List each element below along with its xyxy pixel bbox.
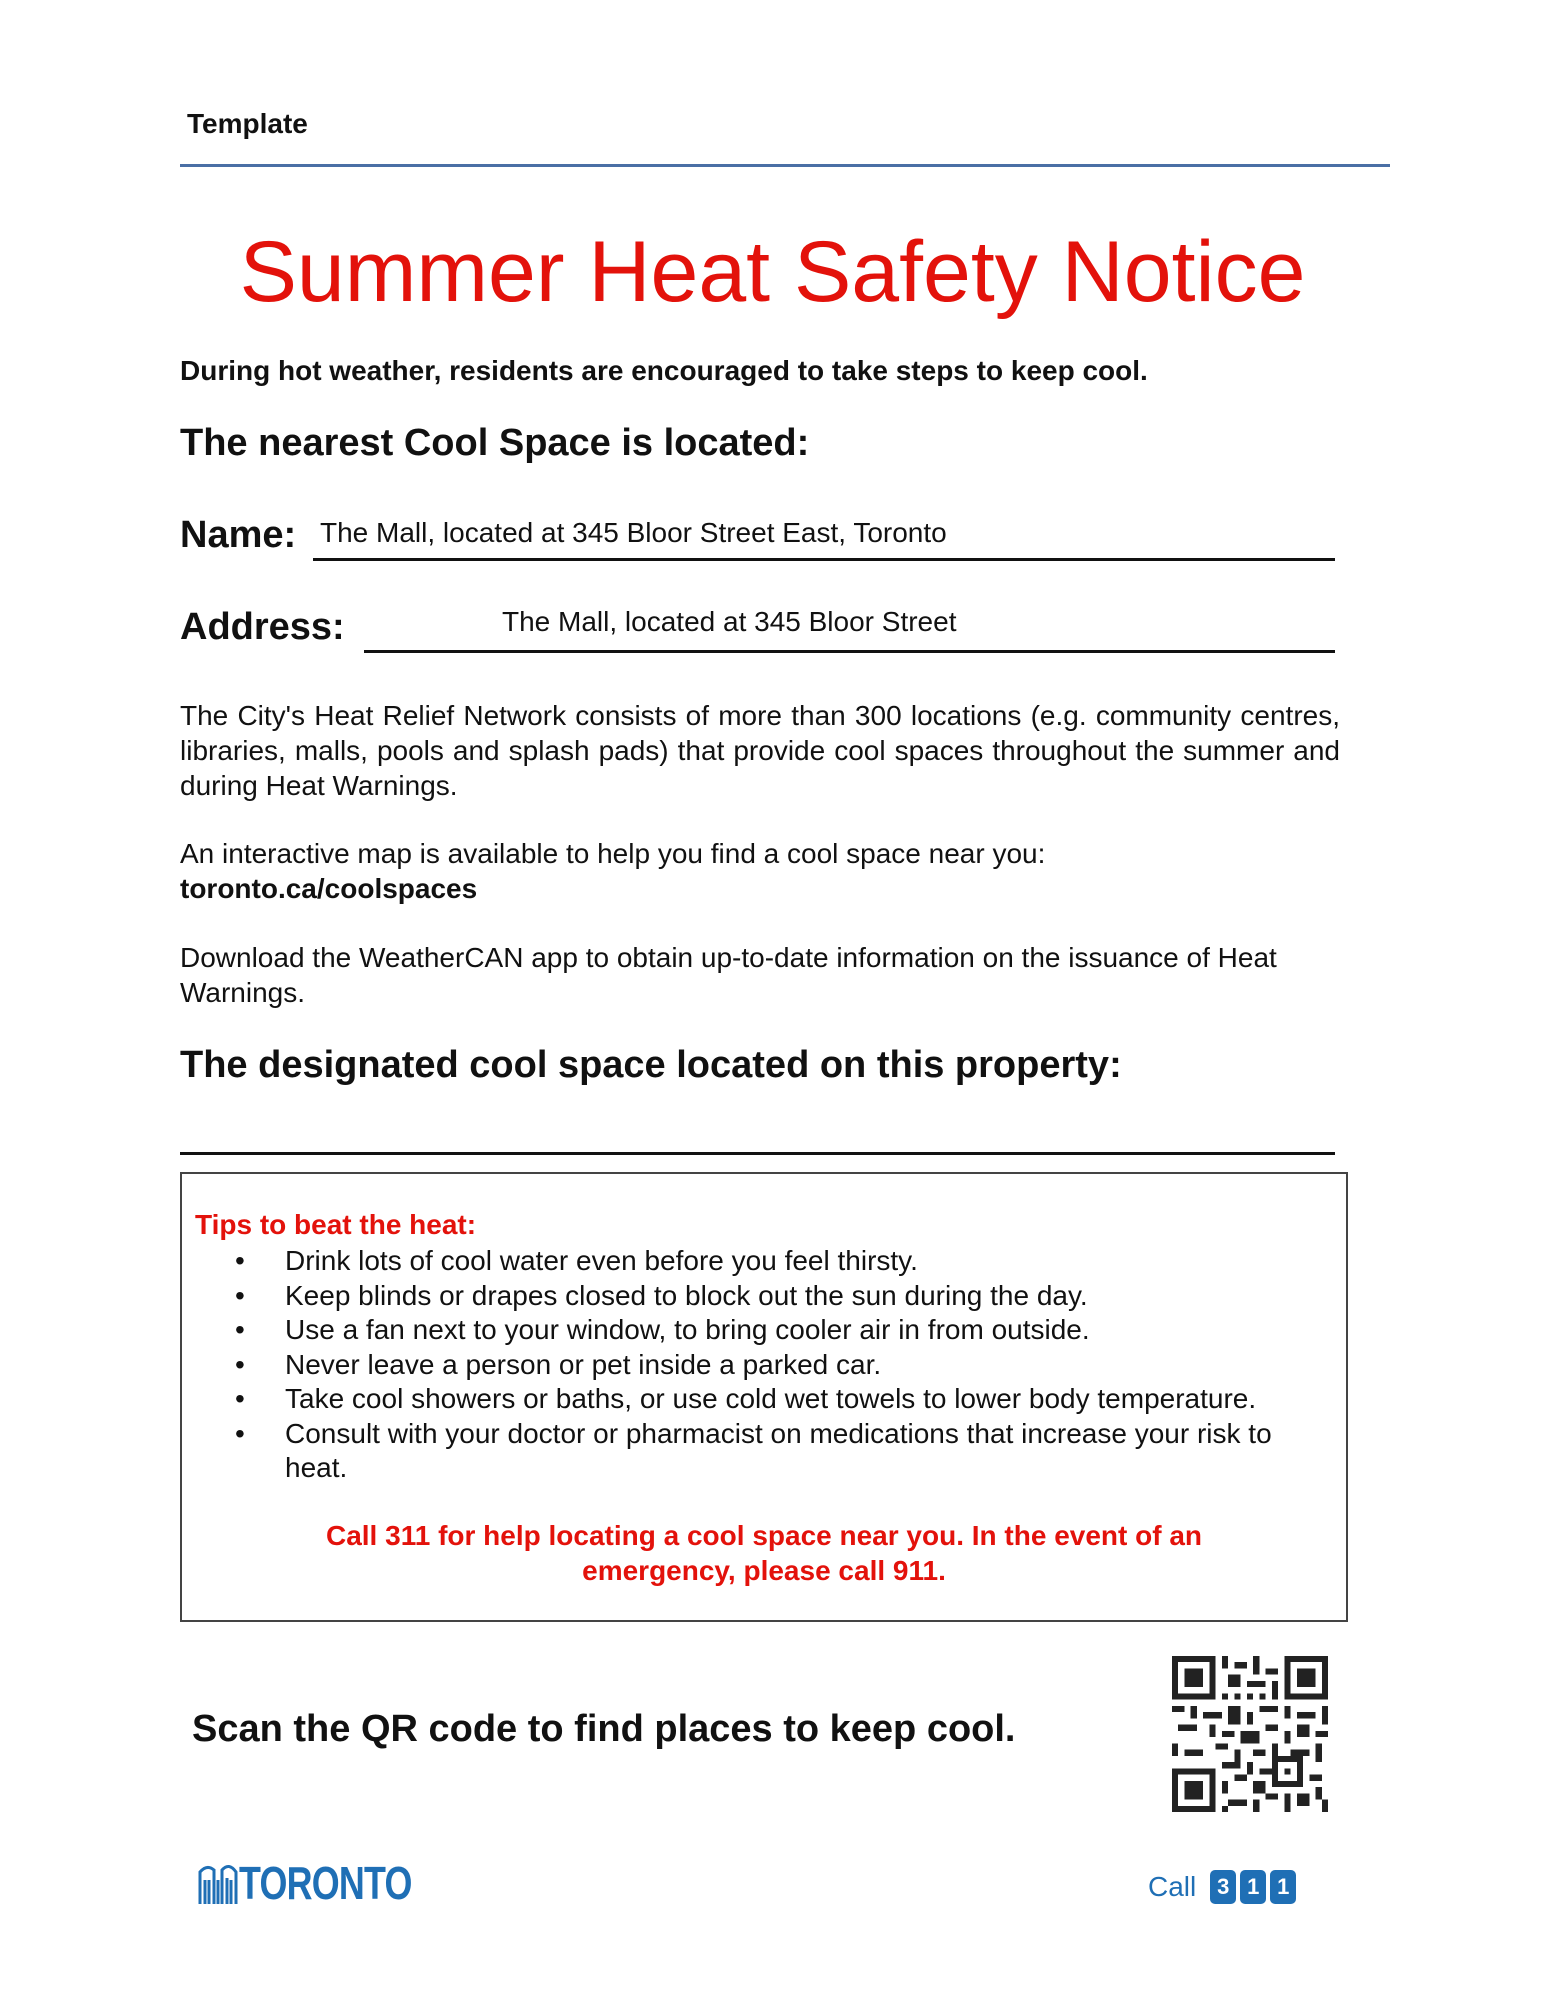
name-field-value: The Mall, located at 345 Bloor Street East, Toronto [320, 517, 947, 548]
map-text: An interactive map is available to help you find a cool space near you: [180, 838, 1046, 869]
call-digit: 1 [1270, 1870, 1296, 1904]
callout-text: Call 311 for help locating a cool space near you. In the event of an emergency, please call 911. [325, 1520, 1202, 1586]
tip-item: • Use a fan next to your window, to bring cooler air in from outside. [235, 1313, 1335, 1348]
call-callout [180, 1518, 1348, 1588]
intro-text: During hot weather, residents are encouraged to take steps to keep cool. [180, 355, 1148, 386]
address-label: Address: [180, 606, 345, 648]
scan-qr-text: Scan the QR code to find places to keep cool. [192, 1708, 1016, 1750]
designated-field-line [180, 1152, 1335, 1155]
tips-list [235, 1244, 1335, 1486]
address-field-value: The Mall, located at 345 Bloor Street [502, 606, 957, 637]
qr-code[interactable] [1172, 1656, 1328, 1812]
city-hall-icon [197, 1860, 239, 1906]
map-paragraph [180, 836, 1340, 906]
tip-item: • Consult with your doctor or pharmacist on medications that increase your risk to heat. [235, 1417, 1335, 1486]
tip-item: • Drink lots of cool water even before you feel thirsty. [235, 1244, 1335, 1279]
template-label: Template [187, 108, 308, 139]
nearest-heading: The nearest Cool Space is located: [180, 422, 810, 464]
toronto-logo [197, 1856, 460, 1909]
logo-wordmark: TORONTO [239, 1857, 412, 1909]
tip-item: • Never leave a person or pet inside a parked car. [235, 1348, 1335, 1383]
call-311-badge[interactable] [1148, 1870, 1296, 1904]
call-digit: 1 [1240, 1870, 1266, 1904]
name-label: Name: [180, 514, 297, 556]
tip-item: • Keep blinds or drapes closed to block out the sun during the day. [235, 1279, 1335, 1314]
call-digit: 3 [1210, 1870, 1236, 1904]
tips-heading: Tips to beat the heat: [195, 1209, 477, 1240]
coolspaces-link[interactable]: toronto.ca/coolspaces [180, 873, 478, 904]
network-paragraph: The City's Heat Relief Network consists of more than 300 locations (e.g. community centres, libraries, malls, pools and splash pads) that provide cool spaces throughout the summer and during Heat Warnings. [180, 700, 1340, 801]
tip-item: • Take cool showers or baths, or use cold wet towels to lower body temperature. [235, 1382, 1335, 1417]
header-rule [180, 164, 1390, 167]
page-title: Summer Heat Safety Notice [239, 224, 1306, 320]
app-paragraph: Download the WeatherCAN app to obtain up-to-date information on the issuance of Heat Warnings. [180, 942, 1277, 1008]
call-word: Call [1148, 1871, 1197, 1902]
designated-heading: The designated cool space located on this property: [180, 1044, 1122, 1086]
